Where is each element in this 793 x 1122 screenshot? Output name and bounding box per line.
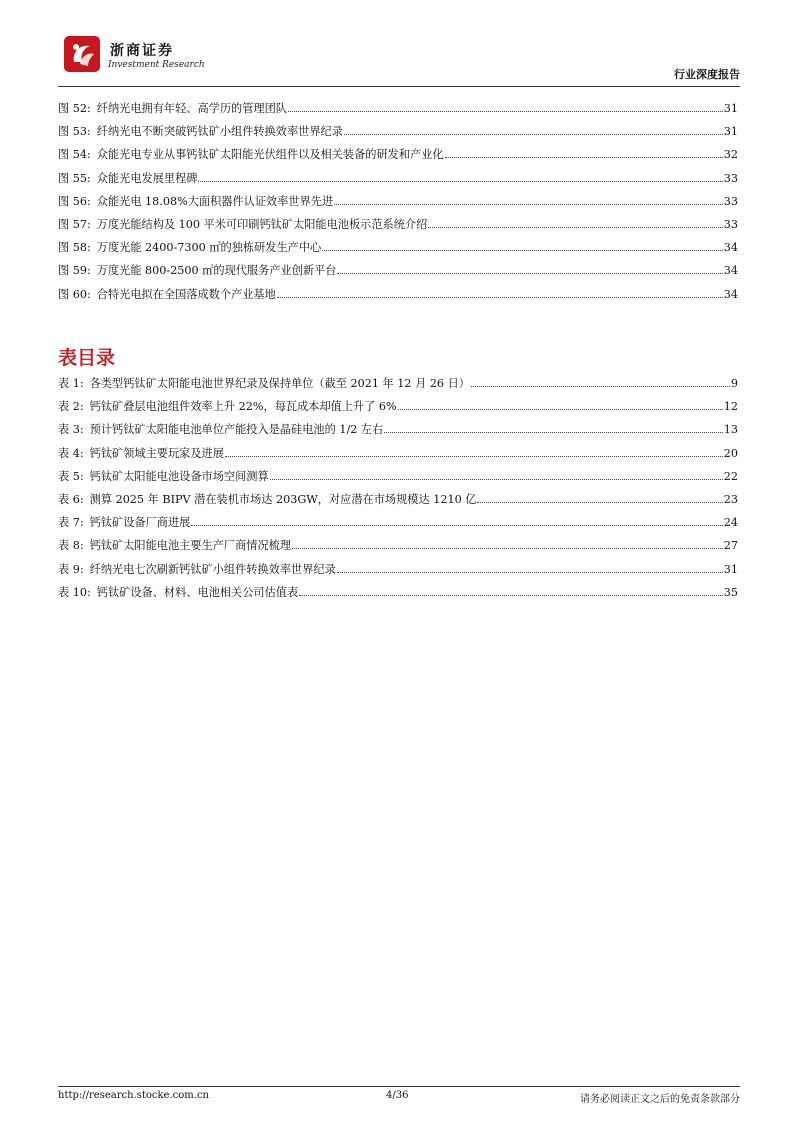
report-type: 行业深度报告 xyxy=(674,68,740,81)
logo-emblem-icon xyxy=(64,36,100,72)
entry-title: 各类型钙钛矿太阳能电池世界纪录及保持单位（截至 2021 年 12 月 26 日） xyxy=(89,377,470,390)
entry-title: 钙钛矿太阳能电池设备市场空间测算 xyxy=(89,469,269,483)
entry-label: 图 54: xyxy=(58,148,91,162)
entry-page: 27 xyxy=(723,539,738,553)
entry-label: 表 10: xyxy=(58,585,91,599)
entry-title: 测算 2025 年 BIPV 潜在装机市场达 203GW，对应潜在市场规模达 1210 亿 xyxy=(89,492,477,506)
footer-divider xyxy=(58,1086,740,1087)
entry-title: 纤纳光电拥有年轻、高学历的管理团队 xyxy=(96,102,287,115)
logo-text-en: Investment Research xyxy=(108,60,205,70)
entry-page: 33 xyxy=(723,217,738,231)
entry-page: 24 xyxy=(723,516,738,530)
entry-page: 31 xyxy=(723,562,738,576)
entry-page: 33 xyxy=(723,171,738,185)
entry-title: 纤纳光电不断突破钙钛矿小组件转换效率世界纪录 xyxy=(96,125,343,139)
entry-page: 12 xyxy=(723,400,738,414)
entry-page: 32 xyxy=(723,148,738,162)
page-header xyxy=(58,34,740,84)
entry-title: 钙钛矿叠层电池组件效率上升 22%，每瓦成本却值上升了 6% xyxy=(89,400,397,414)
figure-entry[interactable] xyxy=(58,259,738,282)
dot-leader xyxy=(322,250,723,251)
dot-leader xyxy=(270,479,723,480)
entry-label: 图 52: xyxy=(58,102,91,115)
figure-entry[interactable] xyxy=(58,213,738,236)
figure-entry[interactable] xyxy=(58,143,738,166)
dot-leader xyxy=(428,227,722,228)
entry-label: 表 1: xyxy=(58,377,84,390)
header-divider xyxy=(58,86,740,87)
entry-title: 众能光电发展里程碑 xyxy=(96,171,198,185)
dot-leader xyxy=(299,595,723,596)
dot-leader xyxy=(337,572,723,573)
dot-leader xyxy=(337,273,722,274)
logo-text-cn: 浙商证券 xyxy=(110,43,174,59)
dot-leader xyxy=(445,157,723,158)
dot-leader xyxy=(225,456,723,457)
entry-page: 31 xyxy=(723,102,738,115)
table-entry[interactable] xyxy=(58,442,738,465)
figure-entry[interactable] xyxy=(58,97,738,120)
table-entry[interactable] xyxy=(58,372,738,395)
page-number: 4/36 xyxy=(386,1090,409,1101)
dot-leader xyxy=(398,409,723,410)
figure-entry[interactable] xyxy=(58,236,738,259)
entry-title: 合特光电拟在全国落成数个产业基地 xyxy=(96,287,276,301)
entry-page: 23 xyxy=(723,492,738,506)
entry-page: 33 xyxy=(723,194,738,208)
figure-entry[interactable] xyxy=(58,120,738,143)
entry-label: 表 7: xyxy=(58,516,84,530)
entry-label: 表 5: xyxy=(58,469,84,483)
entry-label: 图 59: xyxy=(58,264,91,278)
figure-list xyxy=(58,97,738,306)
footer-disclaimer: 请务必阅读正文之后的免责条款部分 xyxy=(580,1094,740,1105)
table-entry[interactable] xyxy=(58,511,738,534)
table-entry[interactable] xyxy=(58,418,738,441)
figure-entry[interactable] xyxy=(58,283,738,306)
entry-label: 表 2: xyxy=(58,400,84,414)
dot-leader xyxy=(471,386,730,387)
entry-title: 万度光能 2400-7300 ㎡的独栋研发生产中心 xyxy=(96,241,322,255)
table-entry[interactable] xyxy=(58,581,738,604)
entry-page: 22 xyxy=(723,469,738,483)
figure-entry[interactable] xyxy=(58,167,738,190)
entry-label: 图 56: xyxy=(58,194,91,208)
entry-label: 图 55: xyxy=(58,171,91,185)
entry-page: 9 xyxy=(730,377,738,390)
table-entry[interactable] xyxy=(58,534,738,557)
company-logo xyxy=(58,34,208,80)
entry-title: 万度光能结构及 100 平米可印刷钙钛矿太阳能电池板示范系统介绍 xyxy=(96,217,428,231)
entry-label: 图 53: xyxy=(58,125,91,139)
table-entry[interactable] xyxy=(58,488,738,511)
entry-page: 34 xyxy=(723,241,738,255)
entry-title: 钙钛矿设备、材料、电池相关公司估值表 xyxy=(96,585,299,599)
entry-label: 表 4: xyxy=(58,446,84,460)
entry-page: 20 xyxy=(723,446,738,460)
entry-page: 13 xyxy=(723,423,738,437)
table-list-heading: 表目录 xyxy=(58,347,116,369)
dot-leader xyxy=(288,111,723,112)
footer-url-link[interactable]: http://research.stocke.com.cn xyxy=(58,1090,209,1101)
entry-title: 众能光电 18.08%大面积器件认证效率世界先进 xyxy=(96,194,334,208)
entry-label: 表 6: xyxy=(58,492,84,506)
dot-leader xyxy=(191,525,722,526)
table-list xyxy=(58,372,738,604)
entry-label: 图 60: xyxy=(58,287,91,301)
figure-entry[interactable] xyxy=(58,190,738,213)
entry-page: 34 xyxy=(723,287,738,301)
entry-title: 钙钛矿太阳能电池主要生产厂商情况梳理 xyxy=(89,539,292,553)
entry-page: 31 xyxy=(723,125,738,139)
entry-title: 钙钛矿领域主要玩家及进展 xyxy=(89,446,224,460)
dot-leader xyxy=(477,502,722,503)
entry-label: 表 8: xyxy=(58,539,84,553)
entry-title: 众能光电专业从事钙钛矿太阳能光伏组件以及相关装备的研发和产业化 xyxy=(96,148,444,162)
dot-leader xyxy=(334,204,723,205)
entry-label: 表 9: xyxy=(58,562,84,576)
entry-label: 图 57: xyxy=(58,217,91,231)
dot-leader xyxy=(292,548,723,549)
table-entry[interactable] xyxy=(58,558,738,581)
entry-label: 表 3: xyxy=(58,423,84,437)
entry-title: 万度光能 800-2500 ㎡的现代服务产业创新平台 xyxy=(96,264,337,278)
entry-title: 钙钛矿设备厂商进展 xyxy=(89,516,191,530)
dot-leader xyxy=(344,134,723,135)
entry-label: 图 58: xyxy=(58,241,91,255)
table-entry[interactable] xyxy=(58,395,738,418)
entry-title: 纤纳光电七次刷新钙钛矿小组件转换效率世界纪录 xyxy=(89,562,336,576)
dot-leader xyxy=(277,297,723,298)
entry-page: 35 xyxy=(723,585,738,599)
entry-title: 预计钙钛矿太阳能电池单位产能投入是晶硅电池的 1/2 左右 xyxy=(89,423,384,437)
dot-leader xyxy=(198,181,722,182)
table-entry[interactable] xyxy=(58,465,738,488)
dot-leader xyxy=(384,432,722,433)
entry-page: 34 xyxy=(723,264,738,278)
